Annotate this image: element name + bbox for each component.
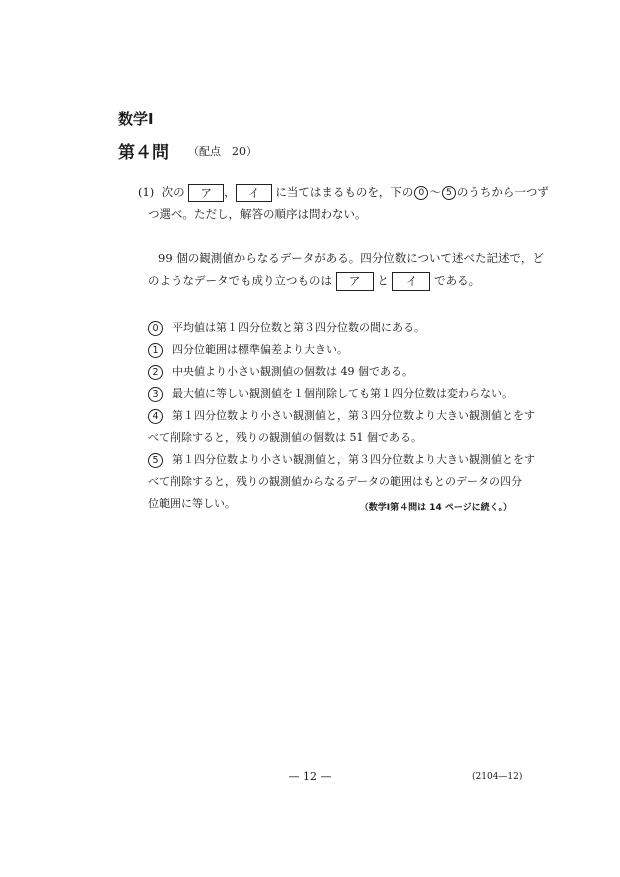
- option-text: 第１四分位数より小さい観測値と，第３四分位数より大きい観測値とをす: [172, 409, 535, 422]
- option-text: 四分位範囲は標準偏差より大きい。: [172, 343, 348, 356]
- question-line-1: [138, 184, 549, 202]
- option-text: 中央値より小さい観測値の個数は 49 個である。: [172, 365, 413, 378]
- continued-note: （数学Ⅰ第４問は 14 ページに続く。）: [359, 503, 512, 513]
- range-tilde: ～: [429, 185, 441, 199]
- question-text-post: のうちから一つず: [456, 185, 549, 199]
- answer-box-i: イ: [236, 184, 272, 202]
- option-text-cont: 位範囲に等しい。: [148, 497, 236, 510]
- option-number: 2: [148, 365, 163, 380]
- range-start-number: 0: [414, 186, 428, 200]
- question-number: (1): [138, 185, 155, 199]
- paragraph-and: と: [377, 273, 389, 288]
- answer-box-a-inline: ア: [336, 272, 374, 291]
- page-number: — 12 —: [288, 770, 332, 783]
- option-number: 3: [148, 387, 163, 402]
- option-number: 0: [148, 321, 163, 336]
- paragraph-text-end: である。: [434, 273, 481, 288]
- option-number: 5: [148, 453, 163, 468]
- answer-box-a: ア: [188, 184, 224, 202]
- option-text-cont: べて削除すると，残りの観測値からなるデータの範囲はもとのデータの四分: [148, 475, 522, 488]
- subject-title: 数学Ⅰ: [118, 110, 154, 128]
- paragraph-line-1: 99 個の観測値からなるデータがある。四分位数について述べた記述で，ど: [158, 251, 544, 265]
- answer-box-i-inline: イ: [392, 272, 430, 291]
- paragraph-line-2: [148, 272, 480, 291]
- option-number: 1: [148, 343, 163, 358]
- option-text: 平均値は第１四分位数と第３四分位数の間にある。: [172, 321, 425, 334]
- range-end-number: 5: [442, 186, 456, 200]
- exam-code: (2104—12): [472, 772, 523, 782]
- question-text-pre: 次の: [161, 185, 185, 199]
- problem-title: 第４問: [118, 143, 169, 163]
- question-line-2: つ選べ。ただし，解答の順序は問わない。: [148, 207, 367, 221]
- question-text-mid: に当てはまるものを，下の: [275, 185, 414, 199]
- option-text: 最大値に等しい観測値を１個削除しても第１四分位数は変わらない。: [172, 387, 513, 400]
- option-number: 4: [148, 409, 163, 424]
- option-text-cont: べて削除すると，残りの観測値の個数は 51 個である。: [148, 431, 422, 444]
- points-label: （配点 20）: [188, 145, 257, 158]
- box-separator: ，: [224, 185, 236, 199]
- paragraph-text-pre: のようなデータでも成り立つものは: [148, 273, 332, 288]
- option-text: 第１四分位数より小さい観測値と，第３四分位数より大きい観測値とをす: [172, 453, 535, 466]
